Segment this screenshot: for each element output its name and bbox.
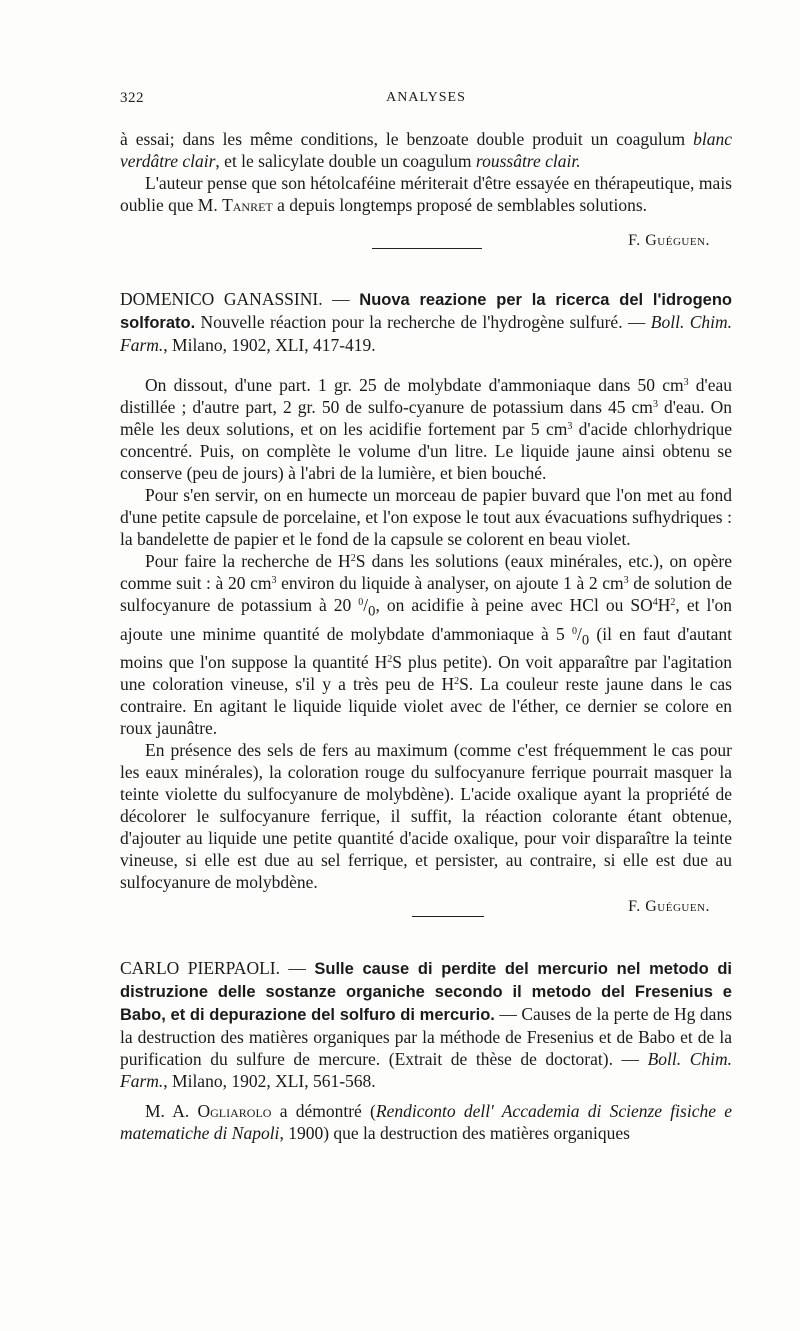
paragraph: Pour s'en servir, on en humecte un morceau de papier buvard que l'on met au fond d'une petite capsule de porcelaine, et l'on expose le tout aux évacuations sufhydriques : la bandelette de papier et le fond de la capsule se colorent en beau violet.: [120, 485, 732, 549]
signature-block: [120, 896, 732, 918]
article-heading: DOMENICO GANASSINI. — Nuova reazione per la ricerca del l'idrogeno solforato. Nouvelle réaction pour la recherche de l'hydrogène sulfuré. — Boll. Chim. Farm., Milano, 1902, XLI, 417-419.: [120, 289, 732, 355]
article-pierpaoli: [120, 957, 732, 1092]
journal-name: Boll. Chim. Farm.: [120, 1049, 732, 1091]
article-ganassini: [120, 288, 732, 356]
article-title: Nuova reazione per la ricerca del l'idrogeno solforato.: [120, 291, 732, 332]
journal-name: Boll. Chim. Farm.: [120, 312, 732, 355]
article-author: CARLO PIERPAOLI. —: [120, 958, 315, 978]
paragraph: On dissout, d'une part. 1 gr. 25 de molybdate d'ammoniaque dans 50 $cm^3$ d'eau distillée ; d'autre part, 2 gr. 50 de sulfo-cyanure de potassium dans 45 $cm^3$ d'eau. On mêle les deux solutions, et on les acidifie fortement par 5 $cm^3$ d'acide chlorhydrique concentré. Puis, on complète le volume d'un litre. Le liquide jaune ainsi obtenu se conserve (peu de jours) à l'abri de la lumière, et bien bouché.: [120, 375, 733, 483]
page-header: [120, 90, 732, 112]
page-number: 322: [120, 90, 144, 106]
paragraph: Pour faire la recherche de $H^2S$ dans les solutions (eaux minérales, etc.), on opère comme suit : à 20 $cm^3$ environ du liquide à analyser, on ajoute 1 à 2 $cm^3$ de solution de sulfocyanure de potassium à 20 $^0/_0$, on acidifie à peine avec HCl ou $SO^4H^2$, et l'on ajoute une minime quantité de molybdate d'ammoniaque à 5 $^0/_0$ (il en faut d'autant moins que l'on suppose la quantité $H^2S$ plus petite). On voit apparaître par l'agitation une coloration vineuse, s'il y a très peu de $H^2S$. La couleur reste jaune dans le cas contraire. En agitant le liquide liquide violet avec de l'éther, ce dernier se colore en roux jaunâtre.: [120, 551, 733, 738]
paragraph: En présence des sels de fers au maximum (comme c'est fréquemment le cas pour les eaux minérales), la coloration rouge du sulfocyanure ferrique pourrait masquer la teinte violette du sulfocyanure de molybdène). L'acide oxalique ayant la propriété de décolorer le sulfocyanure ferrique, il suffit, la réaction colorante étant obtenue, d'ajouter au liquide une petite quantité d'acide oxalique, pour voir disparaître la teinte vineuse, si elle est due au sel ferrique, et persister, au contraire, si elle est due au sulfocyanure de molybdène.: [120, 740, 732, 892]
signature: F. Guéguen.: [628, 898, 710, 915]
section-divider: [412, 916, 484, 917]
article-author: DOMENICO GANASSINI. —: [120, 289, 360, 309]
paragraph: M. A. Ogliarolo a démontré (Rendiconto dell' Accademia di Scienze fisiche e matematiche di Napoli, 1900) que la destruction des matières organiques: [120, 1101, 732, 1143]
paragraph: à essai; dans les même conditions, le benzoate double produit un coagulum blanc verdâtre clair, et le salicylate double un coagulum roussâtre clair.: [120, 129, 732, 171]
article-title: Sulle cause di perdite del mercurio nel metodo di distruzione delle sostanze organiche secondo il metodo del Fresenius e Babo, et di depurazione del solfuro di mercurio.: [120, 960, 732, 1024]
article-ganassini-body: [120, 374, 732, 893]
paragraph: L'auteur pense que son hétolcaféine mériterait d'être essayée en thérapeutique, mais oublie que M. Tanret a depuis longtemps proposé de semblables solutions.: [120, 173, 732, 215]
article-heading: CARLO PIERPAOLI. — Sulle cause di perdite del mercurio nel metodo di distruzione delle sostanze organiche secondo il metodo del Fresenius e Babo, et di depurazione del solfuro di mercurio. — Causes de la perte de Hg dans la destruction des matières organiques par la méthode de Fresenius et de Babo et de la purification du sulfure de mercure. (Extrait de thèse de doctorat). — Boll. Chim. Farm., Milano, 1902, XLI, 561-568.: [120, 958, 732, 1091]
previous-review-ending: [120, 128, 732, 216]
running-head: ANALYSES: [386, 90, 466, 105]
article-pierpaoli-body: [120, 1100, 732, 1144]
section-divider: [372, 248, 482, 249]
signature: F. Guéguen.: [628, 232, 710, 249]
